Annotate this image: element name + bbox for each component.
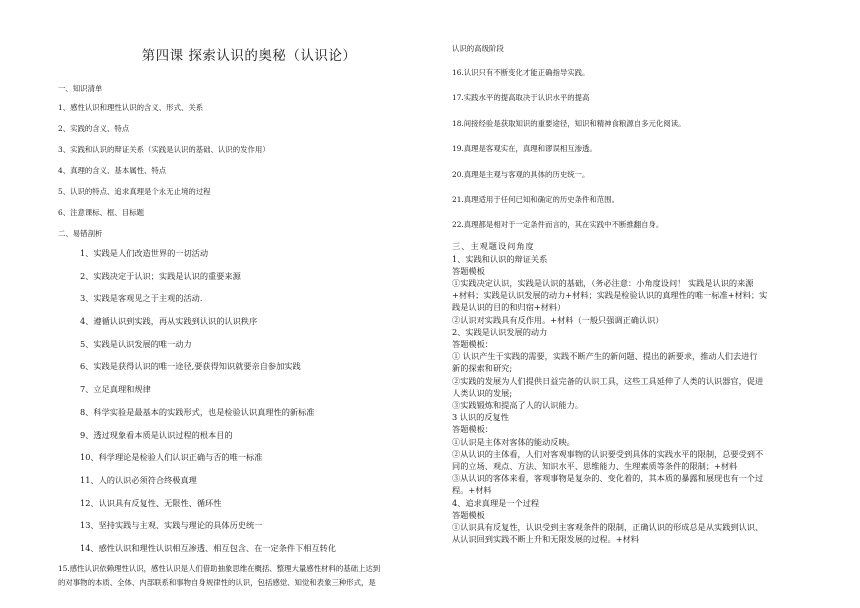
section-line: 从认识回到实践不断上升和无限发展的过程。+材料 — [452, 534, 639, 545]
section-line: 答题模板： — [452, 424, 493, 435]
paragraph-item-15 — [58, 562, 440, 590]
section-line: 4、追求真理是一个过程 — [452, 497, 540, 508]
list-item: 8、科学实验是最基本的实践形式，也是检验认识真理性的新标准 — [80, 406, 315, 417]
section-line: ③实践锻炼和提高了人的认识能力。 — [452, 399, 584, 410]
list-item: 14、感性认识和理性认识相互渗透、相互包含、在一定条件下相互转化 — [80, 542, 337, 553]
section-line: 答题模板 — [452, 509, 485, 520]
section-line: ①认识是主体对客体的能动反映。 — [452, 436, 575, 447]
section-line: 2、实践是认识发展的动力 — [452, 326, 548, 337]
section-line: ① 认识产生于实践的需要，实践不断产生的新问题、提出的新要求，推动人们去进行 — [452, 351, 758, 362]
list-item: 7、立足真理和规律 — [80, 384, 151, 395]
section-line: ②实践的发展为人们提供日益完备的认识工具，这些工具延伸了人类的认识器官，促进 — [452, 375, 764, 386]
section-line: 答题模板： — [452, 338, 493, 349]
list-item: 20.真理是主观与客观的具体的历史统一。 — [452, 169, 590, 179]
right-column — [452, 44, 830, 545]
list-item: 1、感性认识和理性认识的含义、形式、关系 — [58, 103, 204, 112]
section-line: 程。+材料 — [452, 485, 492, 496]
section-line: ②认识对实践具有反作用。+材料（一般只强调正确认识） — [452, 314, 664, 325]
section-line: ③从认识的客体来看，客观事物是复杂的、变化着的，其本质的暴露和展现也有一个过 — [452, 473, 764, 484]
paragraph-line: 的对事物的本质、全体、内部联系和事物自身规律性的认识，包括感觉、知觉和表象三种形式，是 — [58, 577, 376, 587]
list-item: 10、科学理论是检验人们认识正确与否的唯一标准 — [80, 452, 263, 463]
list-item: 18.间接经验是获取知识的重要途径，知识和精神食粮源自多元化阅读。 — [452, 118, 686, 128]
section-heading-subjective: 三、主观题设问角度 — [452, 241, 535, 252]
list-item: 1、实践是人们改造世界的一切活动 — [80, 248, 209, 258]
list-item: 11、人的认识必须符合终极真理 — [80, 474, 197, 485]
error-list-continued — [452, 68, 830, 230]
left-column — [58, 44, 440, 590]
knowledge-list — [58, 103, 440, 218]
error-list — [58, 248, 440, 554]
list-item: 19.真理是客观实在，真理和谬误相互渗透。 — [452, 144, 597, 154]
section-line: 答题模板 — [452, 265, 485, 276]
section-line: +材料；实践是认识发展的动力+材料；实践是检验认识的真理性的唯一标准+材料；实 — [452, 290, 768, 301]
list-item: 6、实践是获得认识的唯一途径,要获得知识就要亲自参加实践 — [80, 361, 301, 372]
section-line: ②从认识的主体看，人们对客观事物的认识要受到具体的实践水平的限制，总要受到不 — [452, 448, 764, 459]
section-line: 新的探索和研究; — [452, 363, 513, 374]
paragraph-line: 15.感性认识依赖理性认识，感性认识是人们借助抽象思维在概括、整理大量感性材料的基础上达到 — [58, 563, 381, 573]
section-line: 同的立场、观点、方法、知识水平、思维能力、生理素质等条件的限制；+材料 — [452, 461, 738, 471]
section-line: 人类认识的发展; — [452, 387, 513, 398]
section-heading-knowledge-list: 一、知识清单 — [58, 84, 103, 93]
section-heading-error-analysis: 二、易错剖析 — [58, 229, 103, 238]
list-item: 3、实践是客观见之于主观的活动. — [80, 293, 203, 304]
list-item: 13、坚持实践与主观、实践与理论的具体历史统一 — [80, 520, 263, 531]
section-line: 1、实践和认识的辩证关系 — [452, 253, 548, 264]
list-item: 21.真理适用于任何已知和确定的历史条件和范围。 — [452, 194, 619, 204]
list-item: 5、实践是认识发展的唯一动力 — [80, 338, 192, 349]
list-item: 3、实践和认识的辩证关系（实践是认识的基础、认识的发作用） — [58, 145, 270, 154]
list-item: 6、注意课标、框、目标题 — [58, 208, 145, 217]
list-item: 17.实践水平的提高取决于认识水平的提高 — [452, 93, 590, 103]
continuation-text: 认识的高级阶段 — [452, 44, 504, 53]
section-line: 3 认识的反复性 — [452, 412, 509, 423]
subjective-question-section — [452, 240, 830, 545]
list-item: 16.认识只有不断变化才能正确指导实践。 — [452, 68, 590, 77]
section-line: ①实践决定认识，实践是认识的基础，（务必注意：小角度设问！ 实践是认识的来源 — [452, 277, 754, 288]
list-item: 4、真理的含义、基本属性、特点 — [58, 166, 167, 175]
list-item: 12、认识具有反复性、无限性、循环性 — [80, 497, 222, 508]
list-item: 22.真理都是相对于一定条件而言的，其在实践中不断推翻自身。 — [452, 220, 664, 230]
page-title: 第四课 探索认识的奥秘（认识论） — [141, 48, 357, 64]
list-item: 2、实践的含义、特点 — [58, 124, 130, 133]
list-item: 5、认识的特点、追求真理是个永无止境的过程 — [58, 187, 211, 196]
list-item: 9、透过现象看本质是认识过程的根本目的 — [80, 429, 233, 440]
section-line: ①认识具有反复性，认识受到主客观条件的限制，正确认识的形成总是从实践到认识、 — [452, 522, 764, 533]
section-line: 践是认识的目的和归宿+材料） — [452, 302, 566, 313]
list-item: 4、遵循认识到实践，再从实践到认识的认识秩序 — [80, 316, 258, 327]
list-item: 2、实践决定于认识；实践是认识的重要来源 — [80, 270, 241, 281]
